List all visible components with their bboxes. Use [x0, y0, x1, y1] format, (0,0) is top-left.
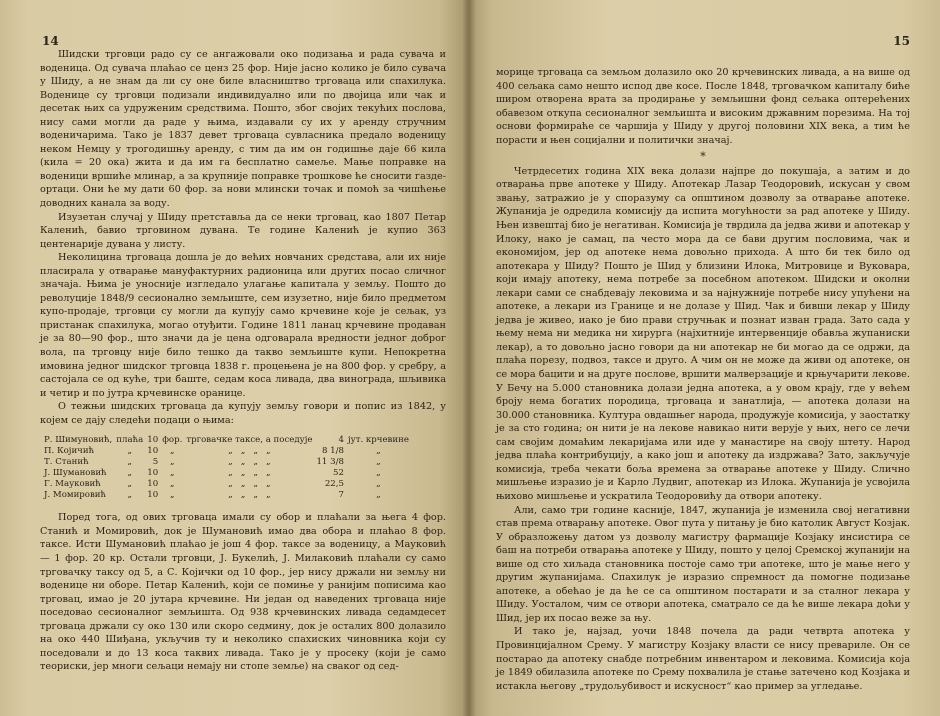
- page-number-left: 14: [42, 34, 59, 48]
- table-cell-tax: 10: [147, 468, 159, 479]
- table-cell-name: Т. Станић: [44, 457, 89, 468]
- table-header: јут. крчевине: [347, 435, 409, 446]
- right-page-body: [496, 66, 910, 693]
- paragraph: И тако је, најзад, уочи 1848 почела да ради четврта апотека у Провинцијалном Срему. У магистру Козјаку власти се нису превариле. Он се постарао да апотеку снабде потребним инвентаром и лековима. Комисија која је 1849 обилазила апотеке по Срему похвалила је стање затечено код Козјака и истакла његову „трудољубивост и искусност“ као пример за угледање.: [496, 626, 910, 692]
- table-cell-tax: 10: [147, 490, 159, 501]
- table-cell-name: Р. Шимуновић,: [44, 435, 113, 446]
- paragraph: морице трговаца са земљом долазило око 20 крчевинских ливада, а на више од 400 сељака само нешто испод две косе. После 1848, трговачком капиталу биће широм отворена врата за продирање у земљишни фонд сељака оптерећених обавезом откупа сесионалног земљишта и високим државним порезима. На тој основи формираће се чаршија у Шиду у другој половини XIX века, а тим ће порасти и њен социјални и политички значај.: [496, 67, 910, 146]
- table-cell-tax: 10: [147, 479, 159, 490]
- table-row: Ј. Момировић „ 10 „ „ „ „ „ 7 „: [44, 490, 381, 501]
- page-number-right: 15: [893, 34, 910, 48]
- table-cell-land: 11 3/8: [316, 457, 344, 468]
- paragraph: Шидски трговци радо су се ангажовали око подизања и рада сувача и воденица. Од сувача плаћао се ценз 25 фор. Није јасно колико је било сувача у Шиду, а не знам да ли су оне биле власништво трговаца или спахилука. Воденице су трговци подизали индивидуално или по двојица или чак и десетак њих са удруженим средствима. Пошто, због својих текућих послова, нису сами могли да раде у њима, издавали су их у аренду стручним воденичарима. Тако је 1837 девет трговаца сувласника предало воденицу неком Немцу у трогодишњу аренду, с тим да им он годишње даје 66 кила (кила = 20 ока) жита и да им га бесплатно самеље. Мање поправке на воденици вршиће млинар, а за крупније поправке трошкове ће сносити газде-ортаци. Они ће му дати 60 фор. за нови млински точак и помоћ за чишћење доводних канала за воду.: [40, 49, 446, 210]
- paragraph: Поред тога, од ових трговаца имали су обор и плаћали за њега 4 фор. Станић и Момировић, док је Шумановић имао два обора и плаћао 8 фор. таксе. Исти Шумановић плаћао је још 4 фор. таксе за воденицу, а Мауковић — 1 фор. 20 кр. Остали трговци, Ј. Букелић, Ј. Милаковић плаћали су само трговачку таксу од 5, а С. Којички од 10 фор., јер нису држали ни земљу ни воденице ни оборе. Петар Каленић, који се помиње у ранијим пописима као трговац, имао је 20 јутара крчевине. Ни један од наведених трговаца није поседовао сесионалног земљишта. Од 938 крчевинских ливада седамдесет трговаца држали су око 130 или скоро седмину, док је осталих 800 долазило на око 440 Шиђана, укључив ту и неколико спахиских чиновника који су поседовали и до 13 коса таквих ливада. Тако је у просеку (који је само теориски, јер многи сељаци немају ни стопе земље) на сваког од сед-: [40, 512, 446, 673]
- left-page: [0, 0, 468, 716]
- section-separator: *: [700, 150, 706, 164]
- paragraph: Неколицина трговаца дошла је до већих новчаних средстава, али их није пласирала у отварање мануфактурних радионица или других посао сличног значаја. Њима је уносније изгледало улагање капитала у земљу. Пошто до револуције 1848/9 сесионално земљиште, сем изузетно, није било предметом купо-продаје, трговци су могли да купују само крчевине које је сељак, уз пристанак спахилука, могао отуђити. Године 1811 ланац крчевине продаван је за 80—90 фор., што значи да је цена одговарала вредности једног доброг вола, па трговцу није било тешко да такво земљиште купи. Непокретна имовина једног шидског трговца 1838 г. процењена је на 800 фор. у сребру, а састојала се од куће, три баште, седам коса ливада, два винограда, шљивика и четир и по јутра крчевинске оранице.: [40, 252, 446, 399]
- left-page-body: [40, 48, 446, 674]
- table-cell-name: Г. Мауковић: [44, 479, 101, 490]
- table-cell-land: 22,5: [324, 479, 344, 490]
- table-cell-land: 52: [333, 468, 344, 479]
- table-cell-name: Ј. Момировић: [44, 490, 107, 501]
- table-row: Г. Мауковић „ 10 „ „ „ „ „ 22,5 „: [44, 479, 381, 490]
- table-cell-tax: 10: [147, 435, 159, 446]
- table-cell-tax: 5: [152, 457, 159, 468]
- table-row: [42, 435, 411, 446]
- table-row: Ј. Шумановић „ 10 „ „ „ „ „ 52 „: [44, 468, 381, 479]
- table-header: трговачке таксе, а поседује: [186, 435, 313, 446]
- table-cell-name: Ј. Шумановић: [44, 468, 107, 479]
- table-cell-name: П. Којичић: [44, 446, 95, 457]
- paragraph: О тежњи шидских трговаца да купују земљу говори и попис из 1842, у којем се дају следећи подаци о њима:: [40, 401, 446, 426]
- tax-table: [42, 435, 411, 501]
- table-row: Т. Станић „ 5 „ „ „ „ „ 11 3/8 „: [44, 457, 381, 468]
- right-page: [468, 0, 940, 716]
- paragraph: Изузетан случај у Шиду претстављa да се неки трговац, као 1807 Петар Каленић, бавио трговином дувана. Те године Каленић је купио 363 центенарије дувана у листу.: [40, 211, 446, 250]
- table-header: плаћа: [116, 435, 144, 446]
- paragraph: Али, само три године касније, 1847, жупанија је изменила свој негативни став према отварању апотеке. Овог пута у питању је био католик Август Козјак. У образложењу датом уз дозволу магистру фармације Козјаку инсистира се баш на потреби отварања апотеке у Шиду, пошто у целој Сремској жупанији на више од сто хиљада становника постоје само три апотеке, што је мање него у другим жупанијама. Спахилук је изразио спремност да помогне подизање апотеке, а обећао је да ће се са општином постарати и за сталног лекара у Шиду. Уосталом, чим се отвори апотека, сматрало се да ће више лекара доћи у Шид, јер их посао веже за њу.: [496, 504, 910, 624]
- table-cell-tax: 10: [147, 446, 159, 457]
- table-header: фор.: [162, 435, 183, 446]
- table-cell-land: 8 1/8: [321, 446, 344, 457]
- table-cell-land: 4: [338, 435, 344, 446]
- paragraph: Четрдесетих година XIX века долази најпре до покушаја, а затим и до отварања прве апотеке у Шиду. Апотекар Лазар Теодоровић, искусан у свом звању, затражио је у споразуму са општином дозволу за отварање апотеке. Жупанија је одредила комисију да испита могућности за рад апотеке у Шиду. Њен извештај био је негативан. Комисија је тврдила да једва живи и апотекар у Илоку, нако је самац, па често мора да се бави другим пословима, чак и економијом, јер од апотеке нема довољно прихода. А што би тек било од апотекара у Шиду? Пошто је Шид у близини Илока, Митровице и Вуковара, који имају апотеку, нема потребе за посебном апотеком. Шидски и околни лекари сами се снабдевају лековима и за најнужније потребе нису упућени на апотеке, а лекари из Границе и не долазе у Шид. Чак и бивши лекар у Шиду једва је живео, иако је био прави стручњак и познат изван града. Зато сада у њему нема ни медика ни хирурга (најхитније интервенције обавља жупаниски лекар), а то довољно јасно говори да ни апотекар не би могао да се одржи, да плаћа порезу, подвоз, таксе и друго. А чим он не може да живи од апотеке, он се морa бацити и на друге послове, вршити малверзације и крњучарити лекове. У Бечу на 5.000 становника долази једна апотека, а у овом крају, где у већем броју нема богатих породица, трговаца и занатлија, — апотека долази на 30.000 становника. Култура овдашњег народа, продужује комисија, у заостатку је за сто година; он нити је на лекове навикао нити верује у њих, него се лечи сам својим домаћим лекаријама или иде у манастире на своју штету. Народ једва плаћа контрибуцију, а како још и апотеку да издржава? Зато, закључује комисија, треба чекати боља времена за отварање апотеке у Шиду. Слично мишљење изразио је и Карло Лудвиг, апотекар из Илока. Жупанија је усвојила њихово мишљење и ускратила Теодоровићу да отвори апотеку.: [496, 165, 910, 502]
- table-cell-land: 7: [338, 490, 344, 501]
- table-row: П. Којичић „ 10 „ „ „ „ „ 8 1/8 „: [44, 446, 381, 457]
